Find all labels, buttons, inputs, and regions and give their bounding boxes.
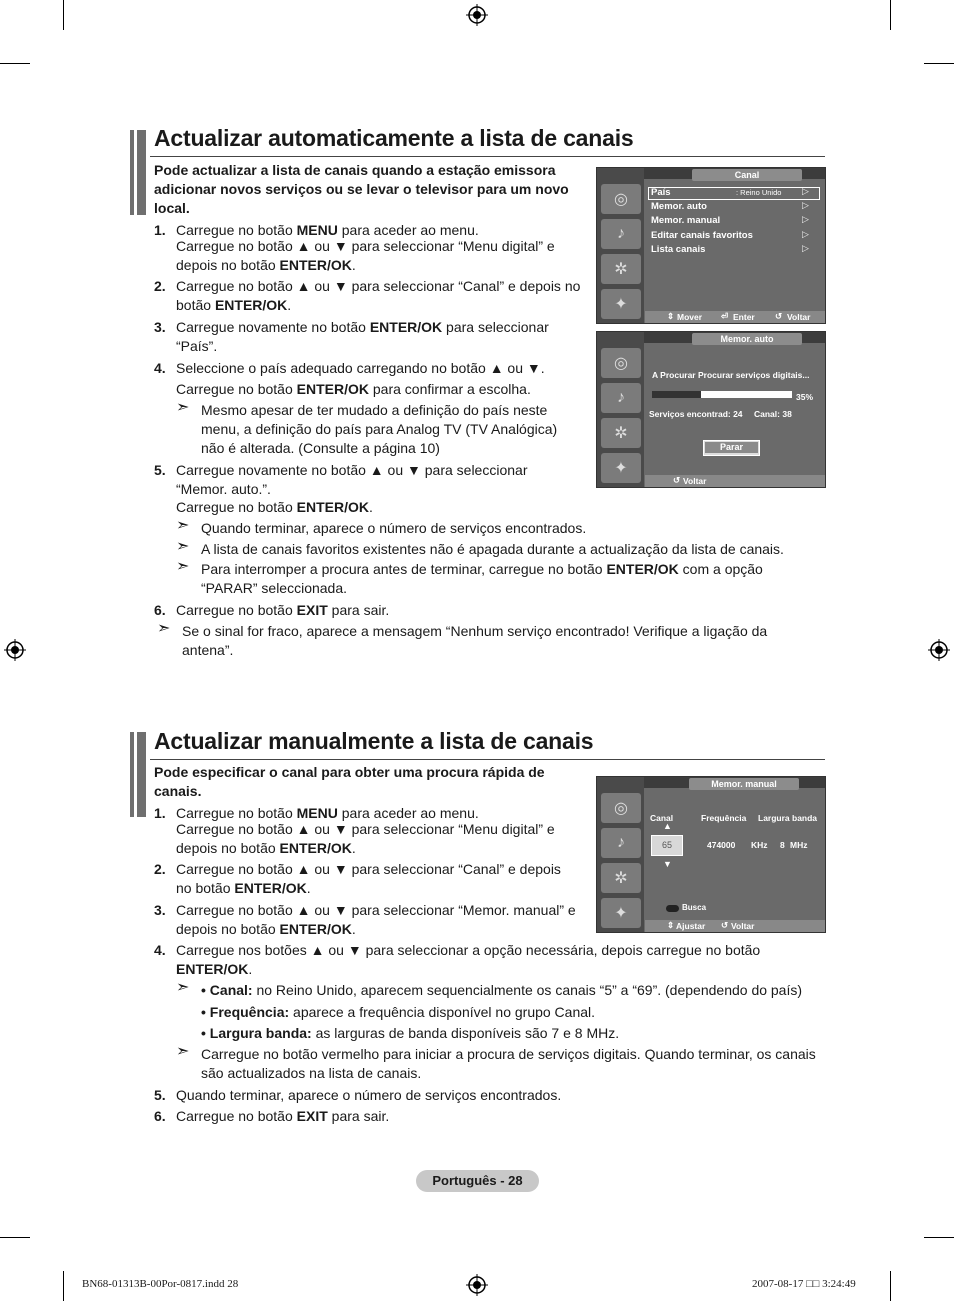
step-number: 2. [154,278,166,294]
step-number: 4. [154,360,166,376]
setup-icon[interactable]: ✦ [601,898,641,928]
col-bandwidth: Largura banda [758,813,818,823]
bandwidth-unit: MHz [790,840,808,850]
arrow-note-icon: ➣ [176,558,190,575]
arrow-note-icon: ➣ [176,1043,190,1060]
osd-item-country[interactable]: País [651,187,671,198]
col-frequency: Frequência [701,813,747,823]
step-number: 3. [154,319,166,335]
arrow-note-icon: ➣ [157,620,171,637]
stop-button[interactable] [703,440,760,456]
move-icon: ⇕ [667,920,675,930]
section-title: Actualizar manualmente a lista de canais [154,728,594,754]
note-text: • Canal: no Reino Unido, aparecem sequencialmente os canais “5” a “69”. (dependendo do país) [201,982,803,998]
osd-footer-move: Mover [677,312,703,322]
title-rule [150,759,825,760]
osd-item-manual-store[interactable]: Memor. manual [651,215,721,226]
file-name: BN68-01313B-00Por-0817.indd 28 [82,1278,239,1290]
current-channel: Canal: 38 [754,409,792,419]
osd-footer [645,920,825,932]
osd-tabs [597,777,644,932]
setup-icon[interactable]: ✦ [601,453,641,483]
registration-mark-icon [4,639,26,661]
section-intro: Pode actualizar a lista de canais quando a estação emissora adicionar novos serviços ou se levar o televisor para um novo local. [154,162,569,216]
osd-header-label: Memor. manual [689,778,799,790]
note-text: • Largura banda: as larguras de banda disponíveis são 7 e 8 MHz. [201,1025,620,1041]
up-arrow-icon[interactable]: ▲ [663,821,672,831]
osd-footer-back: Voltar [683,476,707,486]
return-icon: ↺ [673,475,681,485]
step-text: Quando terminar, aparece o número de serviços encontrados. [176,1087,562,1103]
note-text: Para interromper a procura antes de terminar, carregue no botão ENTER/OK com a opção “PARAR” seleccionada. [201,561,763,596]
step-text: Carregue no botão EXIT para sair. [176,1108,390,1124]
section-intro: Pode especificar o canal para obter uma procura rápida de canais. [154,764,545,799]
arrow-note-icon: ➣ [176,538,190,555]
note-text: Carregue no botão vermelho para iniciar a procura de serviços digitais. Quando terminar, os canais são actualizados na lista de canais. [201,1046,816,1081]
picture-icon[interactable]: ◎ [601,793,641,823]
osd-header-label: Memor. auto [692,333,802,345]
step-text: Carregue no botão ▲ ou ▼ para seleccionar “Memor. manual” e depois no botão ENTER/OK. [176,902,576,937]
note-text: Mesmo apesar de ter mudado a definição do país neste menu, a definição do país para Analog TV (TV Analógica) não é alterada. (Consulte a página 10) [201,402,558,456]
note-text: • Frequência: aparece a frequência disponível no grupo Canal. [201,1004,596,1020]
step-number: 5. [154,1087,166,1103]
arrow-note-icon: ➣ [176,517,190,534]
step-text: Carregue no botão ▲ ou ▼ para seleccionar “Menu digital” e depois no botão ENTER/OK. [176,821,555,856]
osd-tabs [597,168,644,323]
channel-icon[interactable]: ✲ [601,863,641,893]
move-icon: ⇕ [667,311,675,321]
crop-mark [63,1271,64,1301]
heading-bar [130,732,134,817]
heading-bar [137,732,146,817]
note-text: Quando terminar, aparece o número de serviços encontrados. [201,520,587,536]
channel-input[interactable]: 65 [651,835,683,856]
col-channel: Canal [650,813,674,823]
sound-icon[interactable]: ♪ [601,219,641,249]
registration-mark-icon [928,639,950,661]
step-text: Carregue no botão MENU para aceder ao menu. [176,222,479,238]
osd-item-country-value: : Reino Unido [736,188,782,197]
step-number: 6. [154,1108,166,1124]
osd-footer-back: Voltar [787,312,811,322]
search-label: Busca [682,903,707,912]
crop-mark [890,0,891,30]
crop-mark [924,1237,954,1238]
stop-button-label: Parar [705,442,758,453]
crop-mark [890,1271,891,1301]
submenu-arrow-icon: ▷ [802,200,809,210]
step-text: Carregue no botão ENTER/OK para confirmar a escolha. [176,381,531,397]
submenu-arrow-icon: ▷ [802,214,809,224]
osd-header-label: Canal [692,169,802,181]
enter-icon: ⏎ [721,311,729,321]
osd-search-status: A Procurar Procurar serviços digitais... [652,370,810,380]
channel-icon[interactable]: ✲ [601,254,641,284]
step-text: Carregue novamente no botão ENTER/OK para seleccionar “País”. [176,319,549,354]
osd-footer [645,311,825,323]
page-number: Português - 28 [416,1170,539,1192]
step-number: 1. [154,805,166,821]
step-number: 3. [154,902,166,918]
step-number: 6. [154,602,166,618]
print-date: 2007-08-17 □□ 3:24:49 [752,1278,856,1290]
step-number: 1. [154,222,166,238]
osd-footer [645,475,825,487]
step-text: Carregue no botão EXIT para sair. [176,602,390,618]
registration-mark-icon [466,4,488,26]
heading-bar [130,130,134,215]
title-rule [150,156,825,157]
step-text: Carregue novamente no botão ▲ ou ▼ para seleccionar “Memor. auto.”. [176,462,528,497]
progress-fill [652,391,701,398]
submenu-arrow-icon: ▷ [802,186,809,196]
frequency-unit: KHz [751,840,768,850]
osd-item-edit-favourites[interactable]: Editar canais favoritos [651,230,753,241]
step-text: Carregue no botão ▲ ou ▼ para seleccionar “Menu digital” e depois no botão ENTER/OK. [176,238,555,273]
osd-footer-adjust: Ajustar [676,921,706,931]
osd-selected-row[interactable] [648,187,820,200]
heading-bar [137,130,146,215]
osd-footer-back: Voltar [731,921,755,931]
down-arrow-icon[interactable]: ▼ [663,859,672,869]
arrow-note-icon: ➣ [176,399,190,416]
picture-icon[interactable]: ◎ [601,184,641,214]
return-icon: ↺ [775,311,783,321]
picture-icon[interactable]: ◎ [601,348,641,378]
progress-percent: 35% [796,392,814,402]
osd-channel-menu [596,167,826,324]
arrow-note-icon: ➣ [176,979,190,996]
osd-footer-enter: Enter [733,312,755,322]
osd-tabs [597,332,644,487]
step-number: 5. [154,462,166,478]
crop-mark [0,1237,30,1238]
osd-item-auto-store[interactable]: Memor. auto [651,201,707,212]
crop-mark [0,63,30,64]
step-text: Carregue no botão ▲ ou ▼ para seleccionar “Canal” e depois no botão ENTER/OK. [176,861,561,896]
sound-icon[interactable]: ♪ [601,383,641,413]
osd-item-channel-list[interactable]: Lista canais [651,244,706,255]
step-text: Seleccione o país adequado carregando no botão ▲ ou ▼. [176,360,545,376]
bandwidth-value: 8 [780,840,785,850]
step-text: Carregue no botão MENU para aceder ao menu. [176,805,479,821]
setup-icon[interactable]: ✦ [601,289,641,319]
crop-mark [924,63,954,64]
submenu-arrow-icon: ▷ [802,229,809,239]
registration-mark-icon [466,1274,488,1296]
crop-mark [63,0,64,30]
osd-manual-store [596,776,826,933]
frequency-value: 474000 [707,840,736,850]
step-text: Carregue nos botões ▲ ou ▼ para seleccionar a opção necessária, depois carregue no botão ENTER/OK. [176,942,761,977]
sound-icon[interactable]: ♪ [601,828,641,858]
red-button-icon[interactable] [666,905,679,912]
step-number: 2. [154,861,166,877]
step-number: 4. [154,942,166,958]
osd-auto-store [596,331,826,488]
progress-track [652,391,792,398]
note-text: A lista de canais favoritos existentes não é apagada durante a actualização da lista de canais. [201,541,784,557]
submenu-arrow-icon: ▷ [802,243,809,253]
services-found: Serviços encontrad: 24 [649,409,743,419]
note-text: Se o sinal for fraco, aparece a mensagem “Nenhum serviço encontrado! Verifique a ligação da antena”. [182,623,768,658]
return-icon: ↺ [721,920,729,930]
step-text: Carregue no botão ▲ ou ▼ para seleccionar “Canal” e depois no botão ENTER/OK. [176,278,581,313]
step-text: Carregue no botão ENTER/OK. [176,499,373,515]
channel-icon[interactable]: ✲ [601,418,641,448]
section-title: Actualizar automaticamente a lista de canais [154,125,634,151]
